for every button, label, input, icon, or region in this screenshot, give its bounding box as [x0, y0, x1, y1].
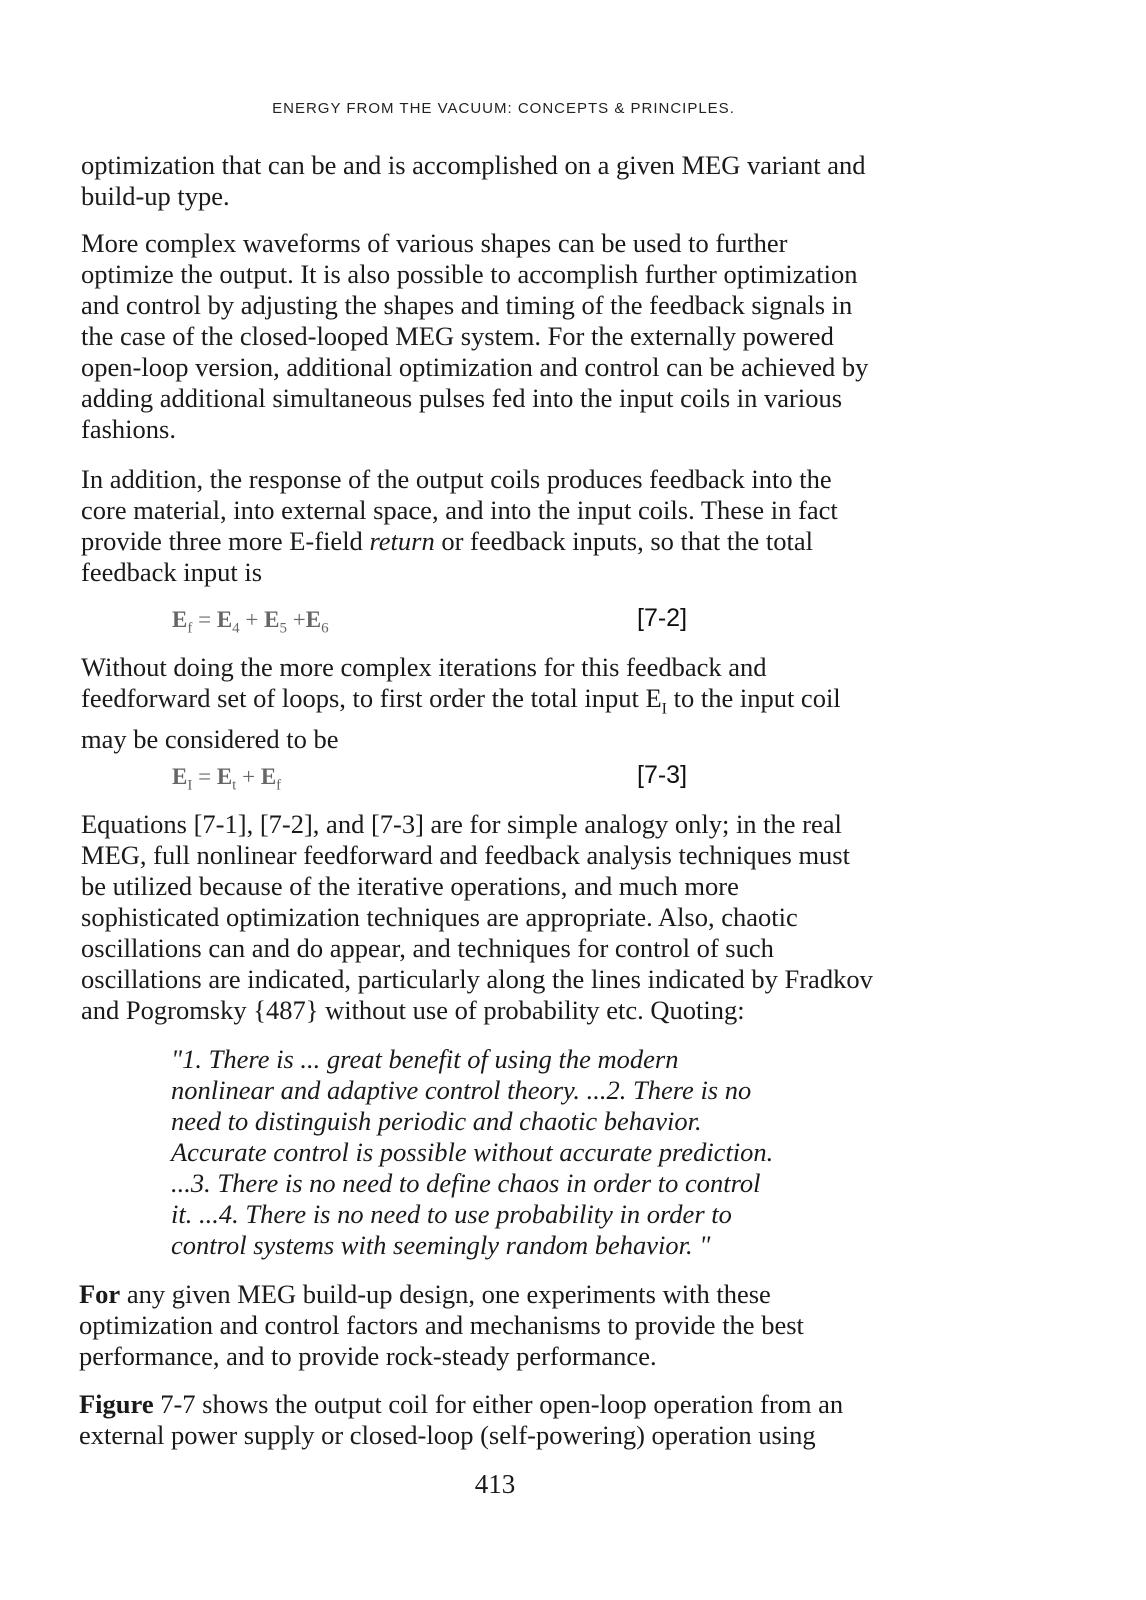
paragraph-waveforms: [81, 228, 911, 445]
text-line: optimize the output. It is also possible to accomplish further optimization: [81, 259, 858, 289]
text-line: open-loop version, additional optimization and control can be achieved by: [81, 352, 869, 382]
text-line: optimization that can be and is accomplished on a given MEG variant and: [81, 150, 866, 180]
block-quote: [171, 1044, 831, 1261]
text-line: and control by adjusting the shapes and timing of the feedback signals in: [81, 290, 853, 320]
text-line: provide three more E-field return or feedback inputs, so that the total: [81, 526, 813, 556]
equation-number-7-2: [7-2]: [637, 604, 688, 632]
text-line: and Pogromsky {487} without use of probability etc. Quoting:: [81, 995, 745, 1025]
quote-line: "1. There is ... great benefit of using the modern: [171, 1044, 679, 1074]
paragraph-equations: [81, 809, 911, 1026]
text-line: optimization and control factors and mechanisms to provide the best: [79, 1310, 804, 1340]
text-line: For any given MEG build-up design, one experiments with these: [79, 1279, 771, 1309]
text-line: fashions.: [81, 414, 176, 444]
text-line: oscillations are indicated, particularly along the lines indicated by Fradkov: [81, 964, 873, 994]
text-line: the case of the closed-looped MEG system. For the externally powered: [81, 321, 834, 351]
text-line: oscillations can and do appear, and techniques for control of such: [81, 933, 774, 963]
quote-line: need to distinguish periodic and chaotic behavior.: [171, 1106, 702, 1136]
text-line: Figure 7-7 shows the output coil for either open-loop operation from an: [79, 1389, 844, 1419]
quote-line: nonlinear and adaptive control theory. ...2. There is no: [171, 1075, 752, 1105]
text-line: external power supply or closed-loop (self-powering) operation using: [79, 1420, 816, 1450]
text-line: MEG, full nonlinear feedforward and feedback analysis techniques must: [81, 840, 850, 870]
text-line: may be considered to be: [81, 724, 339, 755]
text-line: performance, and to provide rock-steady performance.: [79, 1341, 657, 1371]
text-line: core material, into external space, and into the input coils. These in fact: [81, 495, 838, 525]
equation-7-3: $E_I = E_t + E_f$: [172, 764, 282, 794]
paragraph-continuation: [81, 150, 911, 212]
quote-line: Accurate control is possible without accurate prediction.: [171, 1137, 774, 1167]
text-line: More complex waveforms of various shapes can be used to further: [81, 228, 788, 258]
paragraph-build-up: [79, 1279, 909, 1372]
quote-line: ...3. There is no need to define chaos in order to control: [171, 1168, 761, 1198]
text-line: feedback input is: [81, 557, 263, 587]
paragraph-figure: [79, 1389, 909, 1451]
quote-line: control systems with seemingly random behavior. ": [171, 1230, 711, 1260]
emphasis-return: return: [369, 526, 435, 556]
text-line: adding additional simultaneous pulses fed into the input coils in various: [81, 383, 843, 413]
equation-7-2: $E_f = E_4 + E_5 +E_6$: [172, 607, 329, 637]
paragraph-iterations: [81, 652, 911, 755]
text-line: feedforward set of loops, to first order the total input $E_I$ to the input coil: [81, 683, 841, 718]
text-line: Without doing the more complex iterations for this feedback and: [81, 652, 767, 682]
text-line: build-up type.: [81, 181, 230, 211]
text-line: Equations [7-1], [7-2], and [7-3] are for simple analogy only; in the real: [81, 809, 842, 839]
text-line: In addition, the response of the output coils produces feedback into the: [81, 464, 832, 494]
text-line: sophisticated optimization techniques are appropriate. Also, chaotic: [81, 902, 798, 932]
page-number: 413: [474, 1469, 516, 1499]
running-header: ENERGY FROM THE VACUUM: CONCEPTS & PRINCIPLES.: [272, 100, 735, 117]
equation-number-7-3: [7-3]: [637, 761, 688, 789]
text-line: be utilized because of the iterative operations, and much more: [81, 871, 739, 901]
quote-line: it. ...4. There is no need to use probability in order to: [171, 1199, 732, 1229]
paragraph-feedback: [81, 464, 911, 588]
